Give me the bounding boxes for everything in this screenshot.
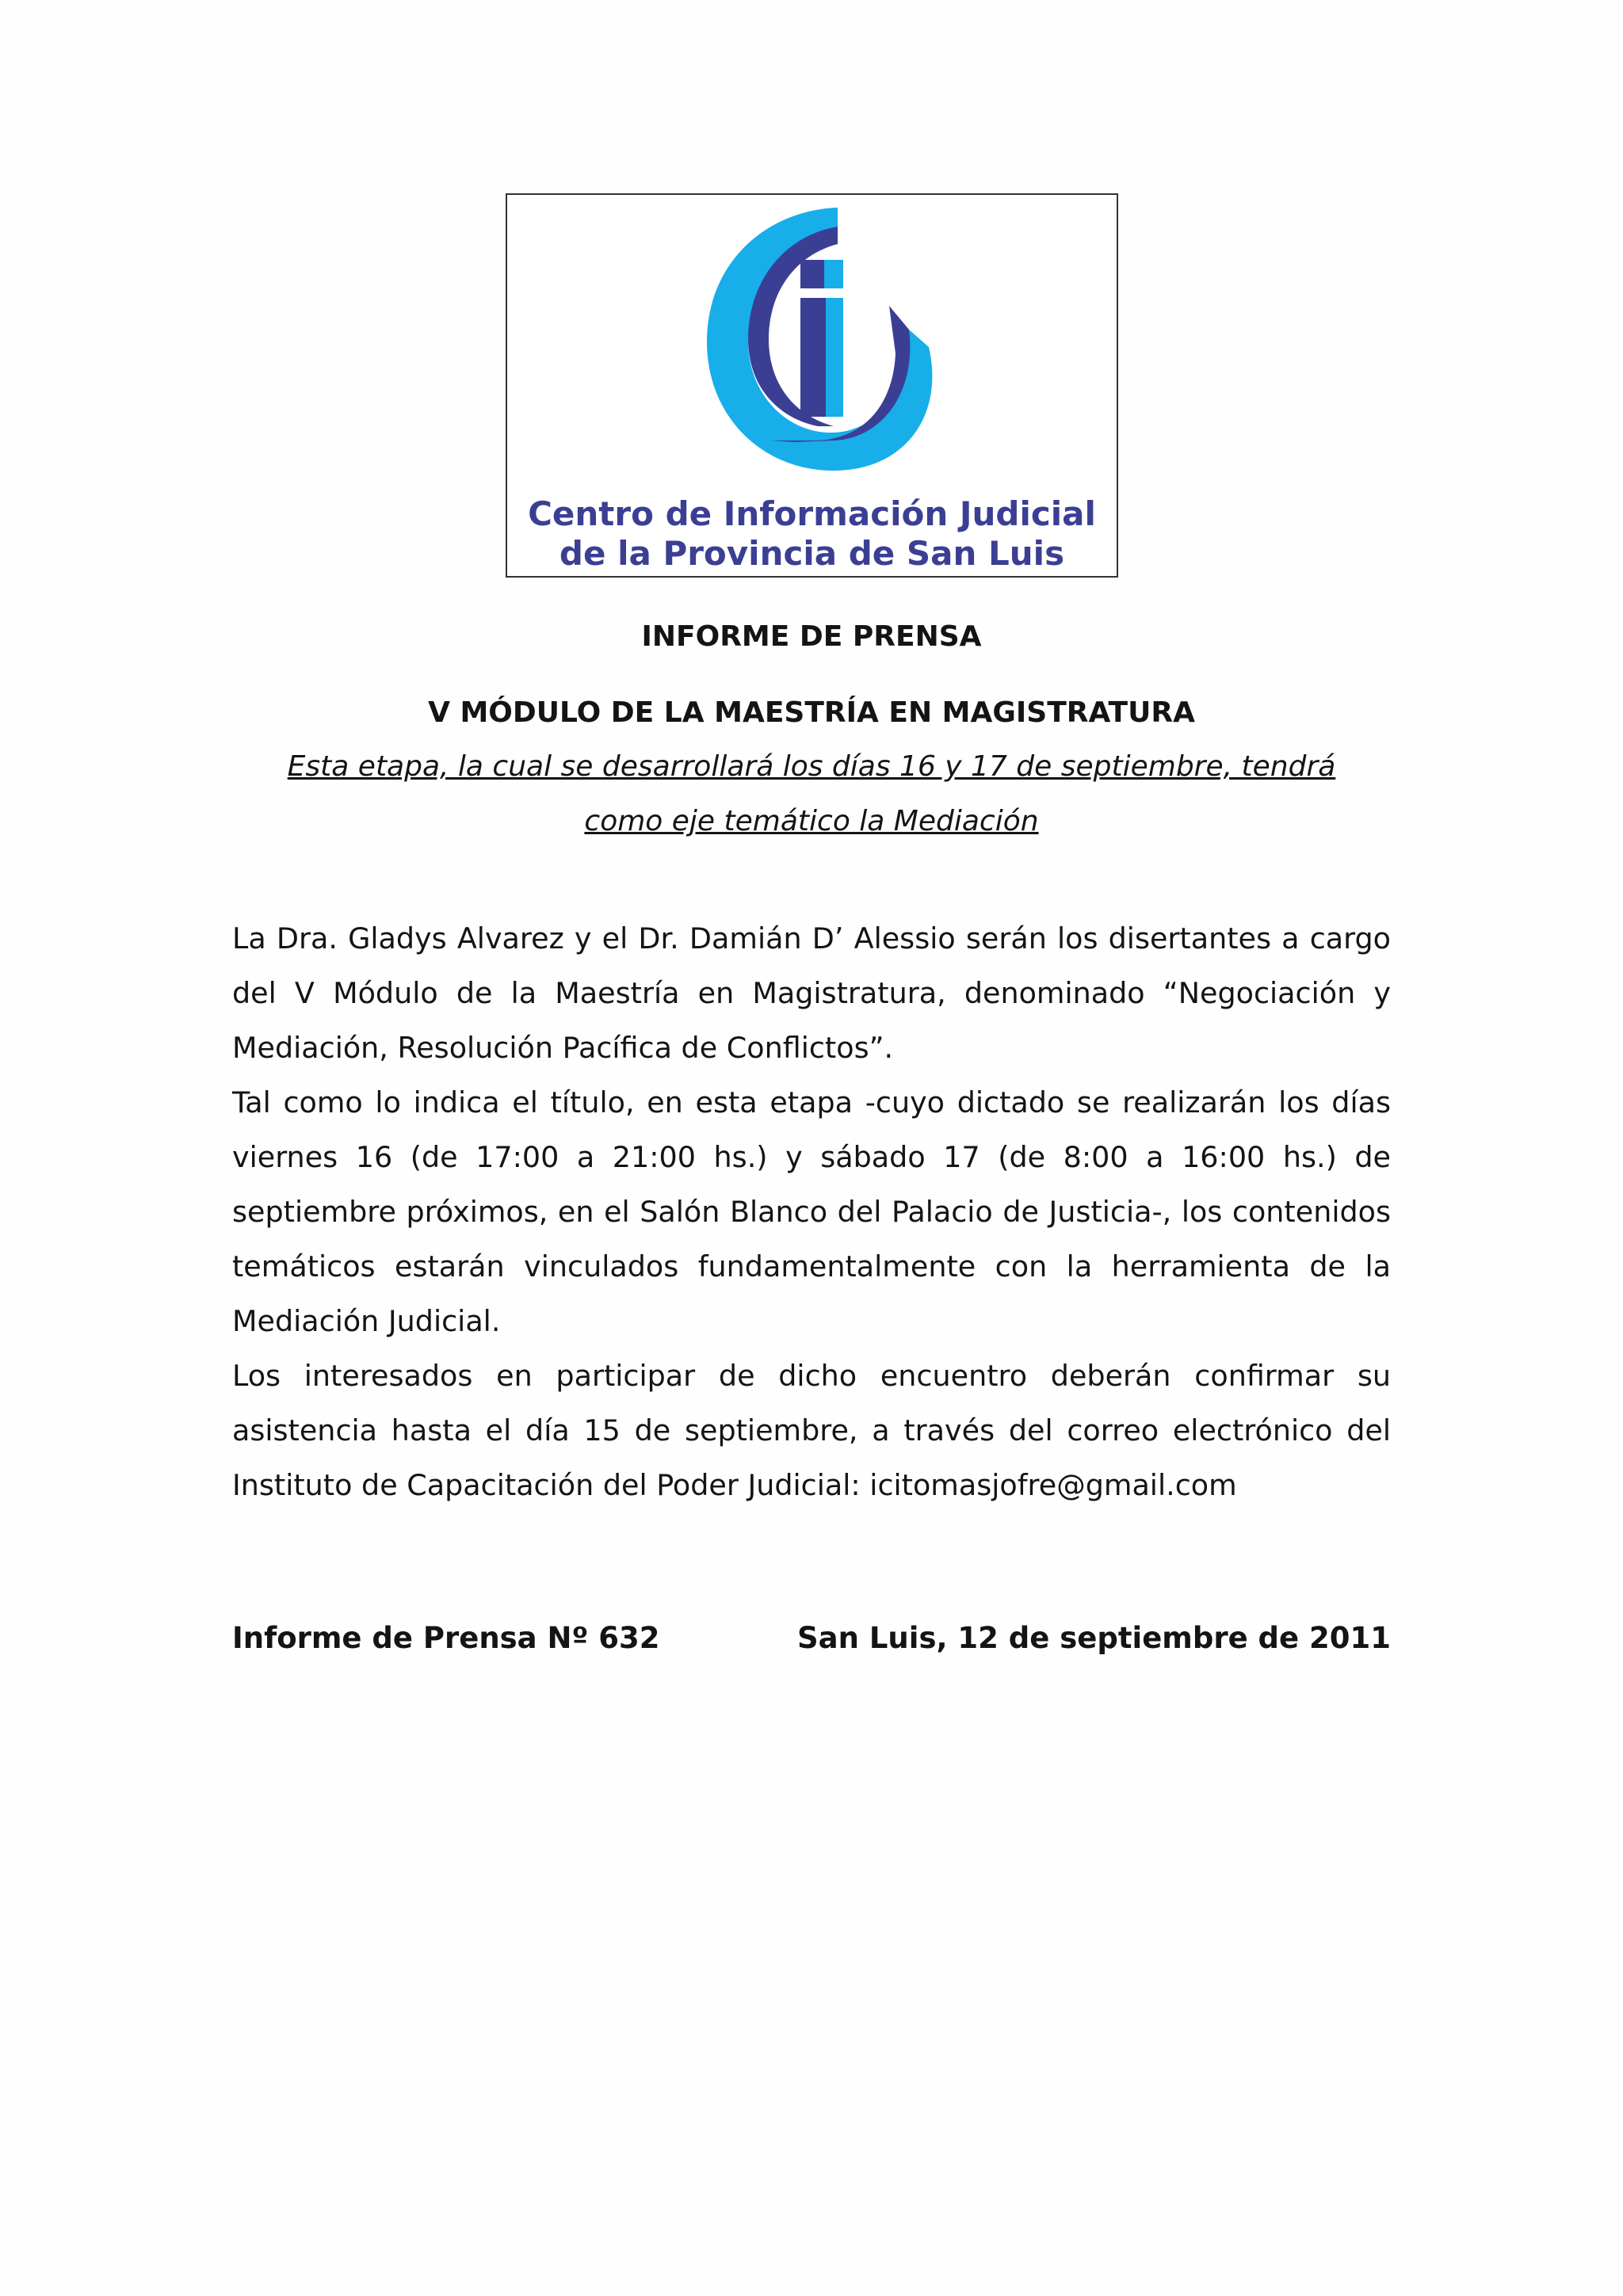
paragraph-3: Los interesados en participar de dicho encuentro deberán confirmar su asistencia hasta el día 15 de septiembre, a través del correo electrónico del Instituto de Capacitación del Poder Judicial: icitomasjofre@gmail.com (232, 1359, 1391, 1502)
subtitle-line-1: Esta etapa, la cual se desarrollará los días 16 y 17 de septiembre, tendrá (287, 750, 1336, 783)
logo-frame (506, 193, 1118, 578)
paragraph-2: Tal como lo indica el título, en esta etapa -cuyo dictado se realizarán los días viernes 16 (de 17:00 a 21:00 hs.) y sábado 17 (de 8:00 a 16:00 hs.) de septiembre próximos, en el Salón Blanco del Palacio de Justicia-, los contenidos temáticos estarán vinculados fundamentalmente con la herramienta de la Mediación Judicial. (232, 1085, 1391, 1338)
place-date: San Luis, 12 de septiembre de 2011 (797, 1621, 1391, 1655)
logo-text-line1: Centro de Información Judicial (528, 494, 1096, 533)
cij-logo-icon (675, 203, 945, 480)
report-number: Informe de Prensa Nº 632 (232, 1621, 660, 1655)
logo-text-line2: de la Provincia de San Luis (559, 534, 1065, 573)
subtitle-line-2: como eje temático la Mediación (584, 805, 1039, 837)
paragraph-1: La Dra. Gladys Alvarez y el Dr. Damián D’ Alessio serán los disertantes a cargo del V Módulo de la Maestría en Magistratura, denominado “Negociación y Mediación, Resolución Pacífica de Conflictos”. (232, 921, 1391, 1065)
headline: V MÓDULO DE LA MAESTRÍA EN MAGISTRATURA (428, 696, 1195, 729)
document-title: INFORME DE PRENSA (641, 620, 982, 653)
body-text (232, 911, 1391, 1512)
